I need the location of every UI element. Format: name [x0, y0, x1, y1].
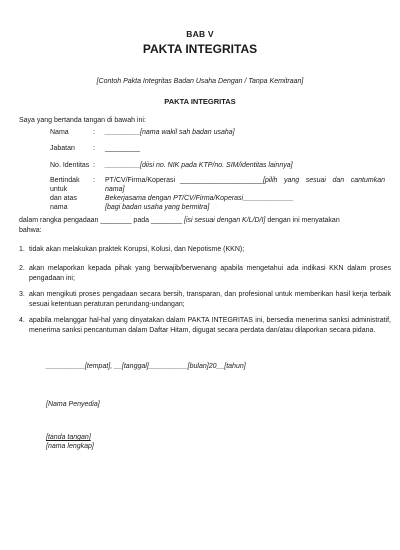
field-value-bertindak: PT/CV/Firma/Koperasi: [105, 177, 176, 184]
section-heading: PAKTA INTEGRITAS: [164, 97, 236, 106]
field-label-jabatan: Jabatan: [50, 145, 75, 152]
field-label-bertindak: Bertindak: [50, 177, 80, 184]
field-value-kemitraan-note: [bagi badan usaha yang bermitra]: [105, 204, 210, 211]
field-label-bertindak: dan atas: [50, 195, 77, 202]
list-item: akan mengikuti proses pengadaan secara bersih, transparan, dan profesional untuk memberikan hasil kerja terbaik sesuai ketentuan peraturan perundang-undangan;: [29, 291, 391, 308]
field-colon: :: [93, 129, 95, 136]
field-label-identitas: No. Identitas: [50, 162, 90, 169]
field-value-kemitraan: Bekerjasama dengan PT/CV/Firma/Koperasi_____________: [105, 195, 294, 202]
field-label-bertindak: nama: [50, 204, 68, 211]
field-colon: :: [93, 162, 95, 169]
list-item: apabila melanggar hal-hal yang dinyatakan dalam PAKTA INTEGRITAS ini, bersedia menerima sanksi administratif, menerima sanksi pencantuman dalam Daftar Hitam, digugat secara perdata dan/atau dilaporkan secara pidana.: [29, 317, 391, 334]
field-label-bertindak: untuk: [50, 186, 68, 193]
document-subtitle: [Contoh Pakta Integritas Badan Usaha Dengan / Tanpa Kemitraan]: [96, 78, 304, 85]
field-colon: :: [93, 177, 95, 184]
statement-part: dalam rangka pengadaan ________ pada ________: [19, 217, 185, 224]
statement-text: bahwa:: [19, 227, 42, 234]
item-number: 2.: [19, 265, 25, 272]
list-item: akan melaporkan kepada pihak yang berwajib/berwenang apabila mengetahui ada indikasi KKN dalam proses pengadaan ini;: [29, 265, 391, 282]
field-value-bertindak-blank: ______________________: [180, 177, 266, 184]
field-value-nama: _________[nama wakil sah badan usaha]: [105, 129, 235, 136]
signer-name: [nama lengkap]: [46, 443, 94, 450]
item-number: 1.: [19, 246, 25, 253]
field-value-bertindak-note: nama]: [105, 186, 125, 193]
provider-name: [Nama Penyedia]: [46, 401, 100, 408]
list-item: tidak akan melakukan praktek Korupsi, Kolusi, dan Nepotisme (KKN);: [29, 246, 245, 253]
item-number: 4.: [19, 317, 25, 324]
statement-part: dengan ini menyatakan: [265, 217, 340, 224]
date-line: __________[tempat], __[tanggal]__________[bulan]20__[tahun]: [46, 363, 246, 370]
intro-text: Saya yang bertanda tangan di bawah ini:: [19, 117, 146, 124]
field-label-nama: Nama: [50, 129, 69, 136]
field-value-bertindak-note: [pilih yang sesuai dan cantumkan: [263, 177, 385, 184]
field-colon: :: [93, 145, 95, 152]
statement-text: [19, 216, 340, 225]
field-value-identitas: _________[diisi no. NIK pada KTP/no. SIM/identitas lainnya]: [105, 162, 293, 169]
chapter-label: BAB V: [186, 29, 214, 39]
statement-note: [isi sesuai dengan K/L/D/I]: [184, 217, 266, 224]
signature-placeholder: [tanda tangan]: [46, 434, 91, 441]
document-title: PAKTA INTEGRITAS: [142, 42, 258, 56]
field-value-jabatan: _________: [105, 145, 141, 152]
item-number: 3.: [19, 291, 25, 298]
